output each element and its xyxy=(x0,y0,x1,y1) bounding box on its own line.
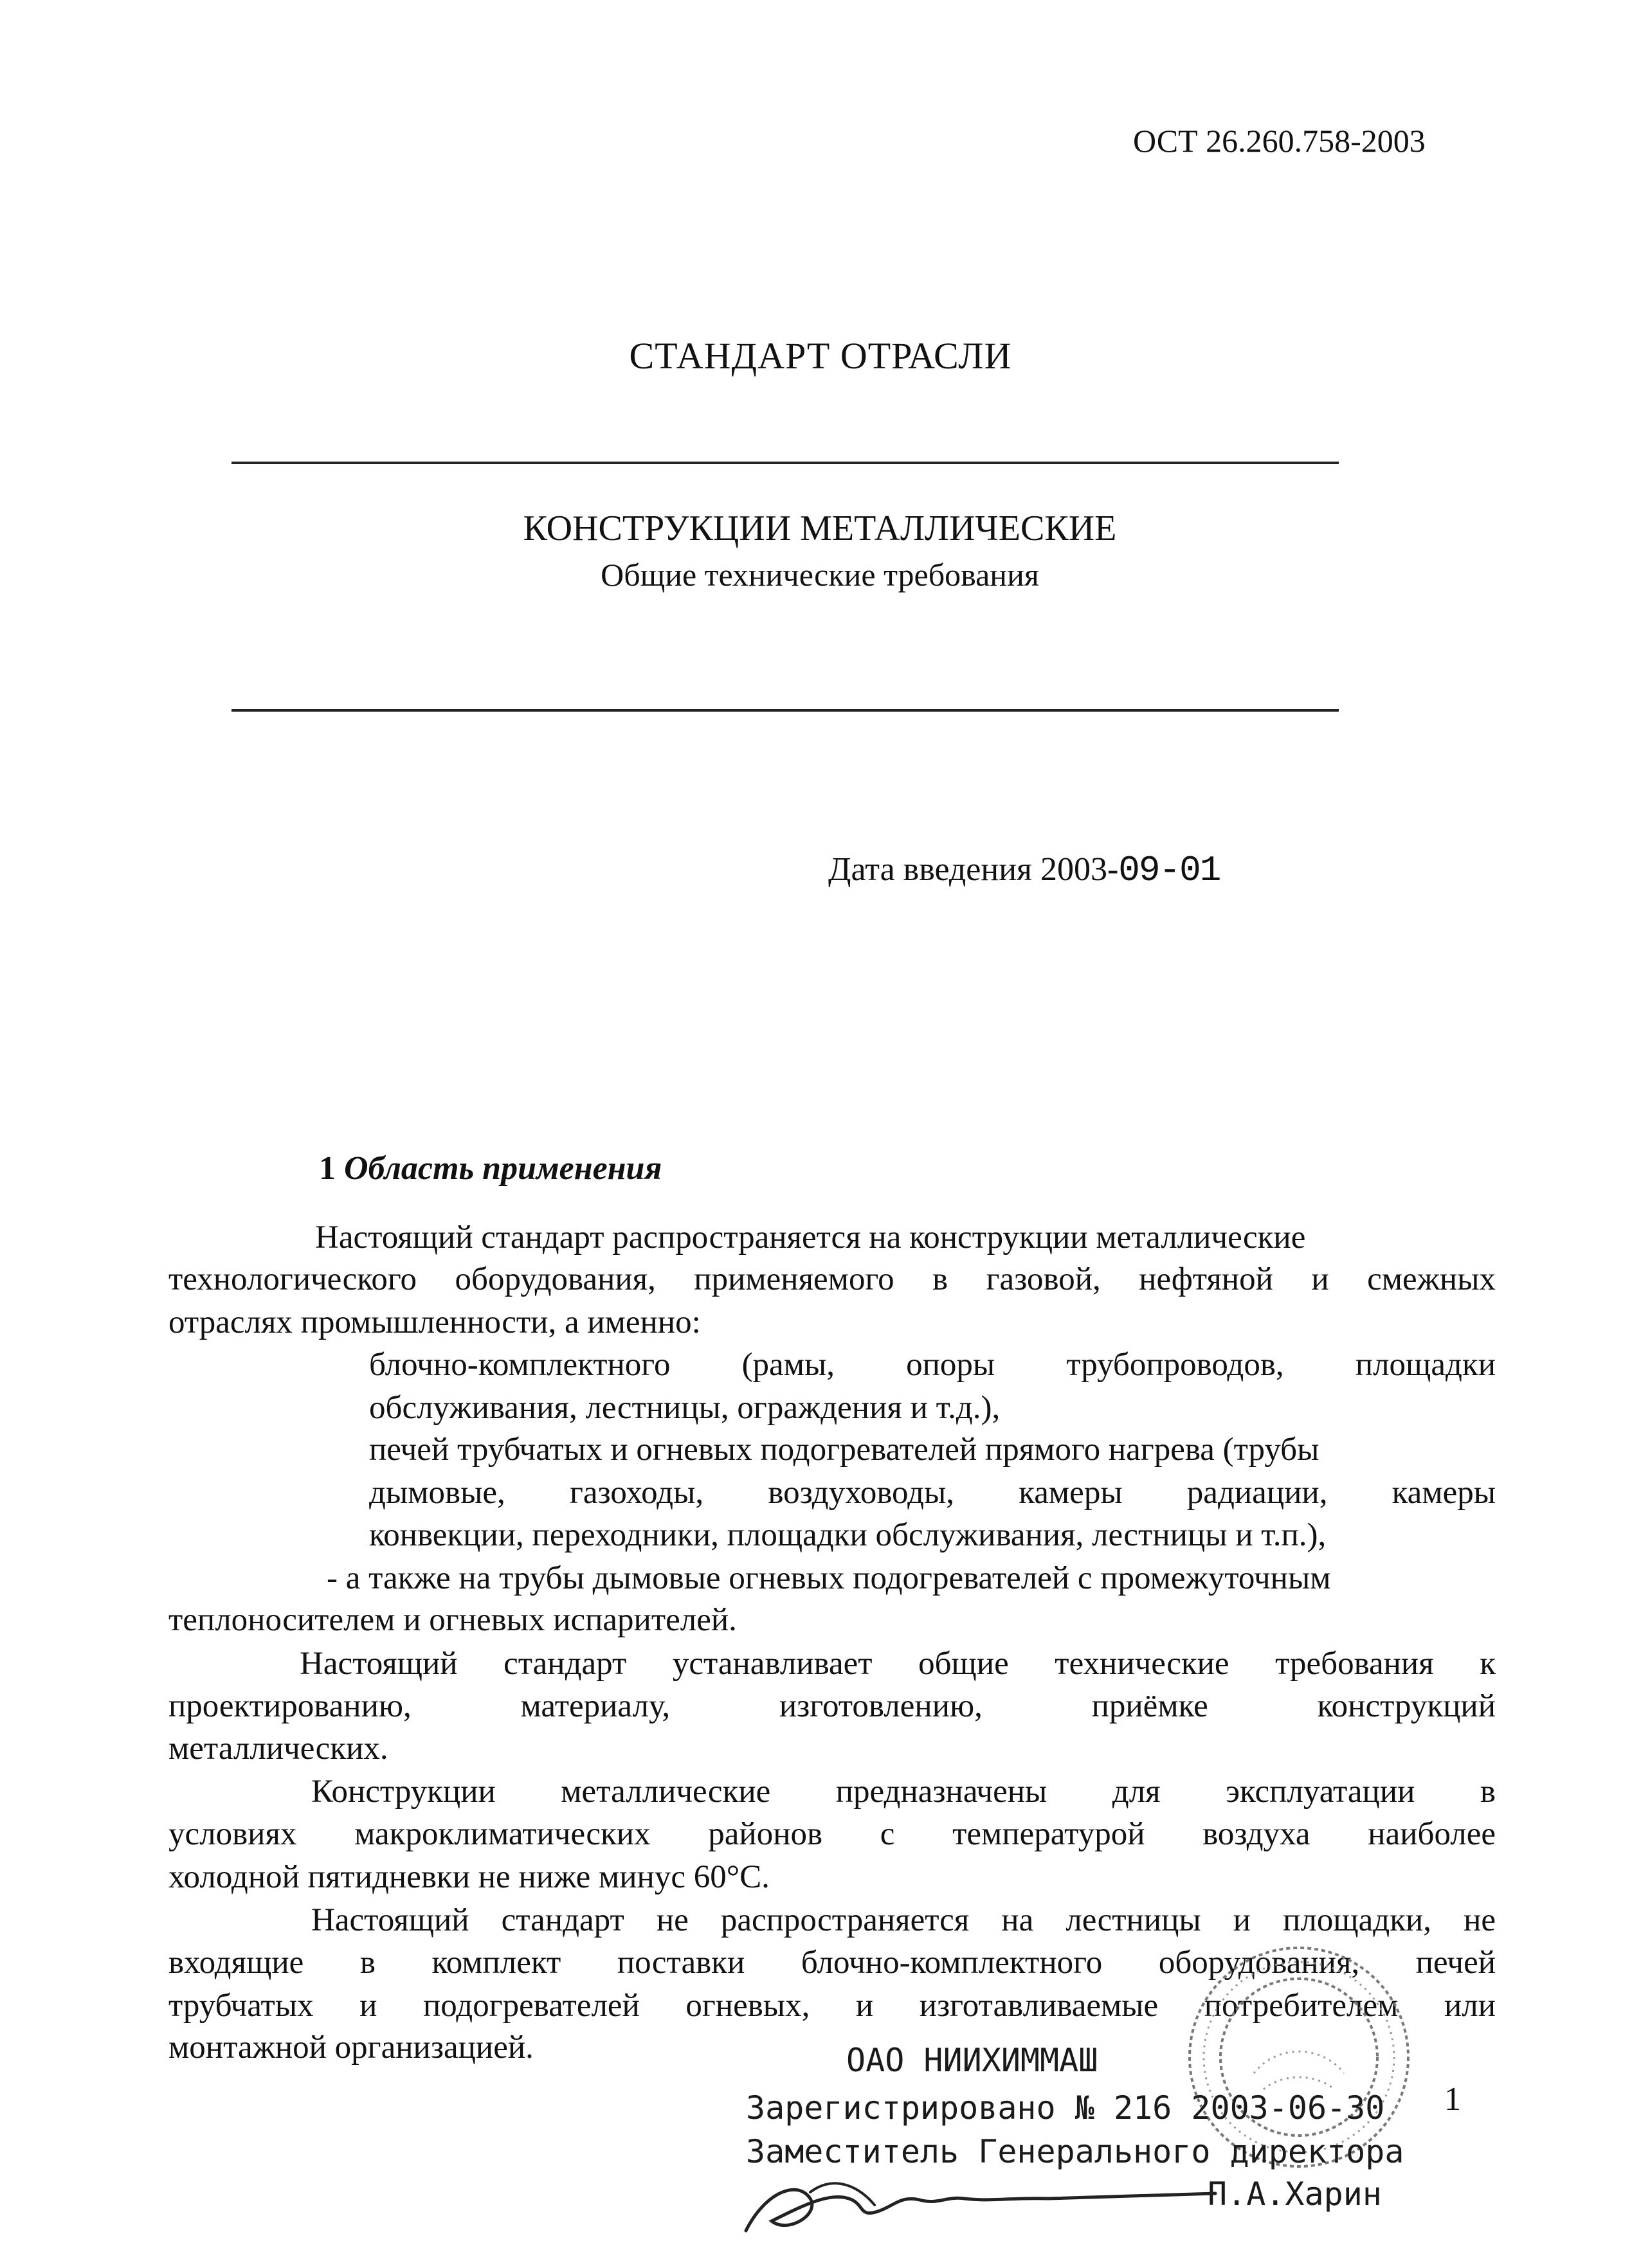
title-divider-bottom xyxy=(231,709,1339,712)
stamp-organization: ОАО НИИХИММАШ xyxy=(846,2042,1098,2079)
list-item: блочно-комплектного (рамы, опоры трубопроводов, площадки xyxy=(369,1347,1496,1383)
body-line: монтажной организацией. xyxy=(168,2030,534,2066)
section-heading xyxy=(319,1149,662,1187)
body-line: Конструкции металлические предназначены для эксплуатации в xyxy=(311,1774,1496,1810)
list-item: печей трубчатых и огневых подогревателей прямого нагрева (трубы xyxy=(369,1432,1319,1468)
stamp-registration: Зарегистрировано № 216 2003-06-30 xyxy=(746,2089,1385,2127)
body-line: Настоящий стандарт распространяется на конструкции металлические xyxy=(315,1220,1306,1256)
body-line: холодной пятидневки не ниже минус 60°С. xyxy=(168,1859,770,1895)
section-title: Область применения xyxy=(344,1150,662,1187)
body-line: отраслях промышленности, а именно: xyxy=(168,1304,701,1340)
list-item: конвекции, переходники, площадки обслуживания, лестницы и т.п.), xyxy=(369,1517,1327,1553)
document-title: КОНСТРУКЦИИ МЕТАЛЛИЧЕСКИЕ xyxy=(523,509,1117,548)
body-line: Настоящий стандарт не распространяется на лестницы и площадки, не xyxy=(311,1902,1496,1938)
document-subtitle: Общие технические требования xyxy=(601,557,1039,593)
document-code: ОСТ 26.260.758-2003 xyxy=(1133,123,1426,159)
handwritten-signature xyxy=(727,2154,1305,2250)
introduction-date-label: Дата введения 2003- xyxy=(828,851,1119,888)
page-number: 1 xyxy=(1444,2081,1461,2118)
list-item: обслуживания, лестницы, ограждения и т.д.), xyxy=(369,1390,1001,1426)
body-line: условиях макроклиматических районов с температурой воздуха наиболее xyxy=(168,1816,1496,1852)
body-line: теплоносителем и огневых испарителей. xyxy=(168,1602,737,1638)
body-line: металлических. xyxy=(168,1731,388,1767)
list-item: - а также на трубы дымовые огневых подогревателей с промежуточным xyxy=(327,1560,1331,1596)
section-number: 1 xyxy=(319,1150,336,1187)
stamp-position: Заместитель Генерального директора xyxy=(746,2133,1404,2170)
body-line: технологического оборудования, применяемого в газовой, нефтяной и смежных xyxy=(168,1261,1496,1297)
body-line: Настоящий стандарт устанавливает общие технические требования к xyxy=(300,1646,1496,1682)
body-line: трубчатых и подогревателей огневых, и изготавливаемые потребителем или xyxy=(168,1988,1496,2024)
standard-type-title: СТАНДАРТ ОТРАСЛИ xyxy=(629,335,1012,377)
stamp-signatory-name: П.А.Харин xyxy=(1208,2175,1382,2213)
title-divider-top xyxy=(231,462,1339,464)
body-line: входящие в комплект поставки блочно-комплектного оборудования, печей xyxy=(168,1945,1496,1981)
body-line: проектированию, материалу, изготовлению, приёмке конструкций xyxy=(168,1688,1496,1724)
introduction-date-value: 09-01 xyxy=(1118,850,1220,891)
list-item: дымовые, газоходы, воздуховоды, камеры радиации, камеры xyxy=(369,1475,1496,1511)
introduction-date xyxy=(828,850,1220,891)
